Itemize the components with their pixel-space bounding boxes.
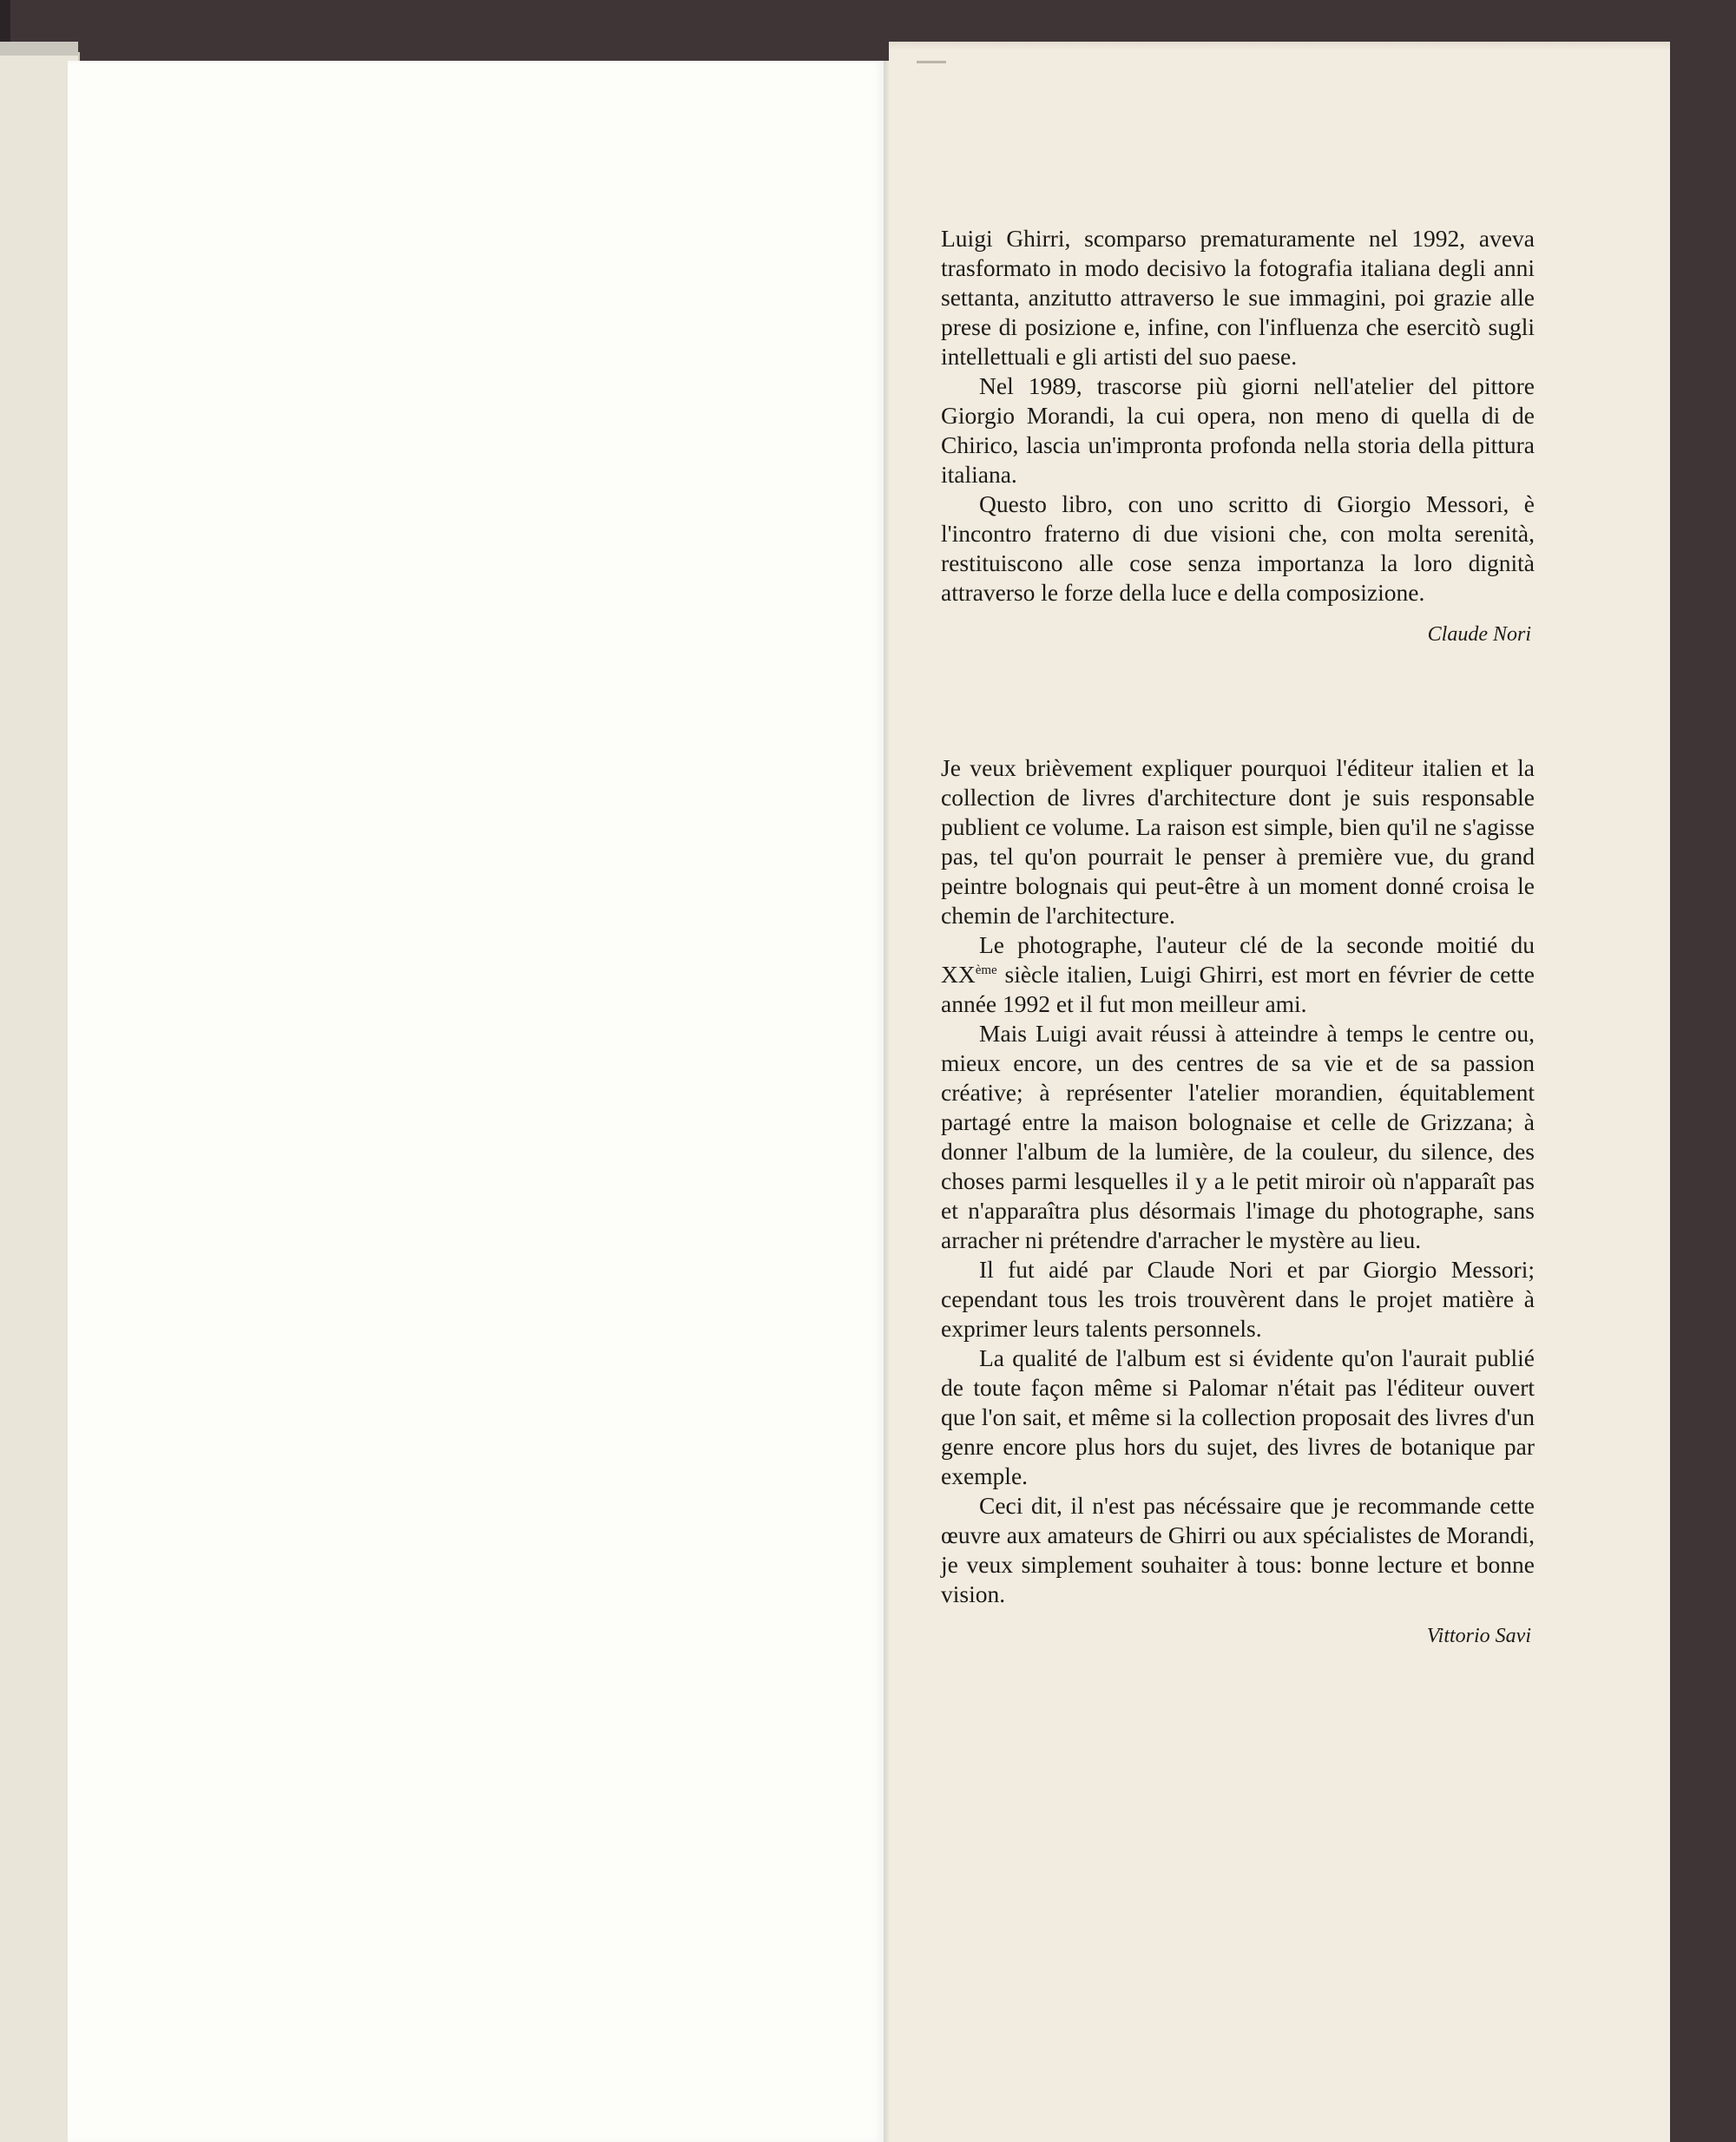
italian-paragraph: Luigi Ghirri, scomparso prematuramente nel 1992, aveva trasformato in modo decisivo la fotografia italiana degli anni settanta, anzitutto attraverso le sue immagini, poi grazie alle prese di posizione e, infine, con l'influenza che esercitò sugli intellettuali e gli artisti del suo paese. (941, 225, 1535, 370)
superscript-ordinal: ème (975, 963, 997, 977)
page-top-shadow (889, 42, 1670, 50)
french-paragraph: Il fut aidé par Claude Nori et par Giorgio Messori; cependant tous les trois trouvèrent dans le projet matière à exprimer leurs talents personnels. (941, 1256, 1535, 1342)
french-paragraph-text: siècle italien, Luigi Ghirri, est mort en février de cette année 1992 et il fut mon meilleur ami. (941, 961, 1535, 1017)
french-paragraph-text: Le photographe, l'auteur clé de la seconde moitié du XX (941, 931, 1535, 988)
french-paragraph: Je veux brièvement expliquer pourquoi l'éditeur italien et la collection de livres d'architecture dont je suis responsable publient ce volume. La raison est simple, bien qu'il ne s'agisse pas, tel qu'on pourrait le penser à première vue, du grand peintre bolognais qui peut-être à un moment donné croisa le chemin de l'architecture. (941, 754, 1535, 929)
french-paragraph: Mais Luigi avait réussi à atteindre à temps le centre ou, mieux encore, un des centres de sa vie et de sa passion créative; à représenter l'atelier morandien, équitablement partagé entre la maison bolognaise et celle de Grizzana; à donner l'album de la lumière, de la couleur, du silence, des choses parmi lesquelles il y a le petit miroir où n'apparaît pas et n'apparaîtra plus désormais l'image du photographe, sans arracher ni prétendre d'arracher le mystère au lieu. (941, 1020, 1535, 1253)
french-signature: Vittorio Savi (1426, 1625, 1531, 1647)
italian-signature: Claude Nori (1427, 623, 1531, 646)
blank-left-page (68, 61, 884, 2142)
italian-paragraph: Nel 1989, trascorse più giorni nell'atelier del pittore Giorgio Morandi, la cui opera, non meno di quella di de Chirico, lascia un'impronta profonda nella storia della pittura italiana. (941, 372, 1535, 488)
french-paragraph: Ceci dit, il n'est pas nécéssaire que je recommande cette œuvre aux amateurs de Ghirri ou aux spécialistes de Morandi, je veux simplement souhaiter à tous: bonne lecture et bonne vision. (941, 1492, 1535, 1607)
french-text-section (941, 753, 1535, 1651)
french-paragraph (941, 930, 1535, 1019)
italian-text-section (941, 224, 1535, 649)
right-page (889, 42, 1670, 2142)
italian-paragraph: Questo libro, con uno scritto di Giorgio Messori, è l'incontro fraterno di due visioni che, con molta serenità, restituiscono alle cose senza importanza la loro dignità attraverso le forze della luce e della composizione. (941, 490, 1535, 606)
french-paragraph: La qualité de l'album est si évidente qu'on l'aurait publié de toute façon même si Palomar n'était pas l'éditeur ouvert que l'on sait, et même si la collection proposait des livres d'un genre encore plus hors du sujet, des livres de botanique par exemple. (941, 1344, 1535, 1489)
back-page-top-band (0, 42, 78, 56)
page-mark (917, 61, 946, 63)
